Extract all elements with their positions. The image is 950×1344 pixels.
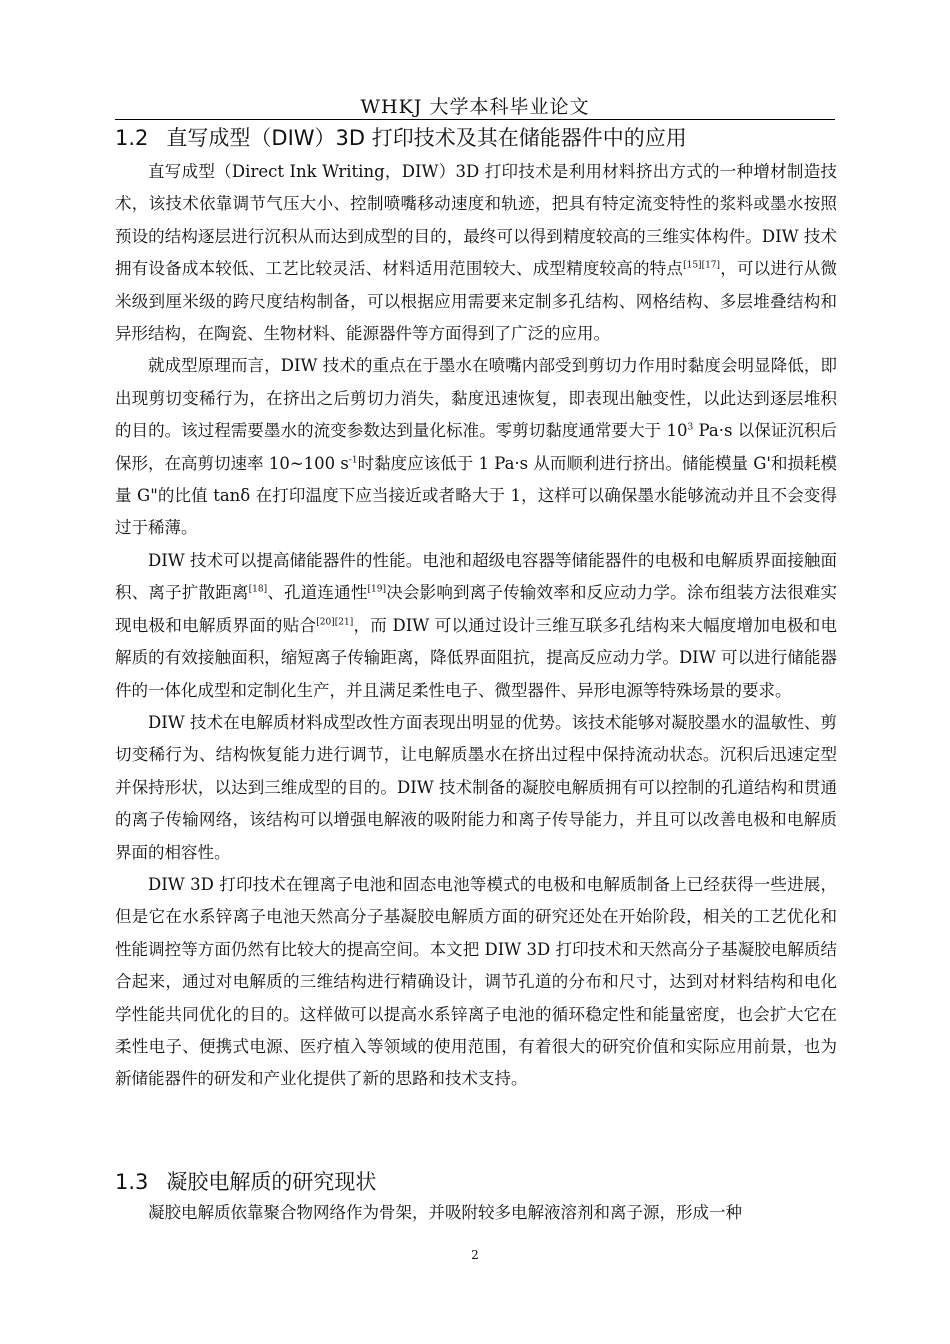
- text-run: ，而 DIW 可以通过设计三维互联多孔结构来大幅度增加电极和电解质的有效接触面积，缩短离子传输距离，降低界面阻抗，提高反应动力学。DIW 可以进行储能器件的一体化成型和定制化生产，并且满足柔性电子、微型器件、异形电源等特殊场景的要求。: [115, 615, 838, 700]
- paragraph: [115, 156, 837, 350]
- superscript: 3: [687, 422, 694, 433]
- section-heading-1-3: [115, 1166, 840, 1196]
- superscript: -1: [348, 455, 358, 466]
- section-number: 1.3: [115, 1170, 149, 1194]
- text-run: 、孔道连通性: [267, 583, 368, 603]
- paragraph: 凝胶电解质依靠聚合物网络作为骨架，并吸附较多电解液溶剂和离子源，形成一种: [148, 1203, 742, 1222]
- text-run: 直写成型（Direct Ink Writing，DIW）3D 打印技术是利用材料挤出方式的一种增材制造技术，该技术依靠调节气压大小、控制喷嘴移动速度和轨迹，把具有特定流变特性的浆料或墨水按照预设的结构逐层进行沉积从而达到成型的目的，最终可以得到精度较高的三维实体构件。DIW 技术拥有设备成本较低、工艺比较灵活、材料适用范围较大、成型精度较高的特点: [115, 162, 837, 279]
- text-run: Pa·s 以保证沉积后保形，在高剪切速率 10~100 s: [115, 421, 837, 473]
- citation: [19]: [367, 584, 387, 595]
- section-body-1-2: [115, 156, 837, 1096]
- header-rule: [115, 119, 835, 120]
- citation: [20][21]: [316, 617, 354, 628]
- page-number: 2: [471, 1248, 479, 1262]
- section-body-1-3: [115, 1197, 837, 1229]
- section-heading-1-2: [115, 122, 840, 152]
- section-title: 直写成型（DIW）3D 打印技术及其在储能器件中的应用: [166, 126, 687, 150]
- text-run: DIW 技术可以提高储能器件的性能。电池和超级电容器等储能器件的电极和电解质界面接触面积、离子扩散距离: [115, 550, 837, 603]
- text-run: ，可以进行从微米级到厘米级的跨尺度结构制备，可以根据应用需要来定制多孔结构、网格结构、多层堆叠结构和异形结构，在陶瓷、生物材料、能源器件等方面得到了广泛的应用。: [115, 259, 838, 344]
- citation: [15][17]: [683, 260, 721, 271]
- paragraph: [115, 545, 837, 707]
- paragraph: DIW 3D 打印技术在锂离子电池和固态电池等模式的电极和电解质制备上已经获得一些进展，但是它在水系锌离子电池天然高分子基凝胶电解质方面的研究还处在开始阶段，相关的工艺优化和性能调控等方面仍然有比较大的提高空间。本文把 DIW 3D 打印技术和天然高分子基凝胶电解质结合起来，通过对电解质的三维结构进行精确设计，调节孔道的分布和尺寸，达到对材料结构和电化学性能共同优化的目的。这样做可以提高水系锌离子电池的循环稳定性和能量密度，也会扩大它在柔性电子、便携式电源、医疗植入等领域的使用范围，有着很大的研究价值和实际应用前景，也为新储能器件的研发和产业化提供了新的思路和技术支持。: [115, 874, 837, 1089]
- text-run: 决会影响到离子传输效率和反应动力学。涂布组装方法很难实现电极和电解质界面的贴合: [115, 583, 837, 635]
- section-title: 凝胶电解质的研究现状: [166, 1170, 377, 1194]
- section-number: 1.2: [115, 126, 149, 150]
- text-run: 就成型原理而言，DIW 技术的重点在于墨水在喷嘴内部受到剪切力作用时黏度会明显降低，即出现剪切变稀行为，在挤出之后剪切力消失，黏度迅速恢复，即表现出触变性，以此达到逐层堆积的目的。该过程需要墨水的流变参数达到量化标准。零剪切黏度通常要大于 10: [115, 356, 837, 441]
- paragraph: DIW 技术在电解质材料成型改性方面表现出明显的优势。该技术能够对凝胶墨水的温敏性、剪切变稀行为、结构恢复能力进行调节，让电解质墨水在挤出过程中保持流动状态。沉积后迅速定型并保持形状，以达到三维成型的目的。DIW 技术制备的凝胶电解质拥有可以控制的孔道结构和贯通的离子传输网络，该结构可以增强电解液的吸附能力和离子传导能力，并且可以改善电极和电解质界面的相容性。: [115, 712, 837, 862]
- citation: [18]: [248, 584, 268, 595]
- running-header: WHKJ 大学本科毕业论文: [360, 96, 590, 118]
- text-run: 时黏度应该低于 1 Pa·s 从而顺利进行挤出。储能模量 G'和损耗模量 G"的比值 tanδ 在打印温度下应当接近或者略大于 1，这样可以确保墨水能够流动并且不会变得过于稀薄。: [115, 453, 837, 538]
- paragraph: [115, 350, 837, 544]
